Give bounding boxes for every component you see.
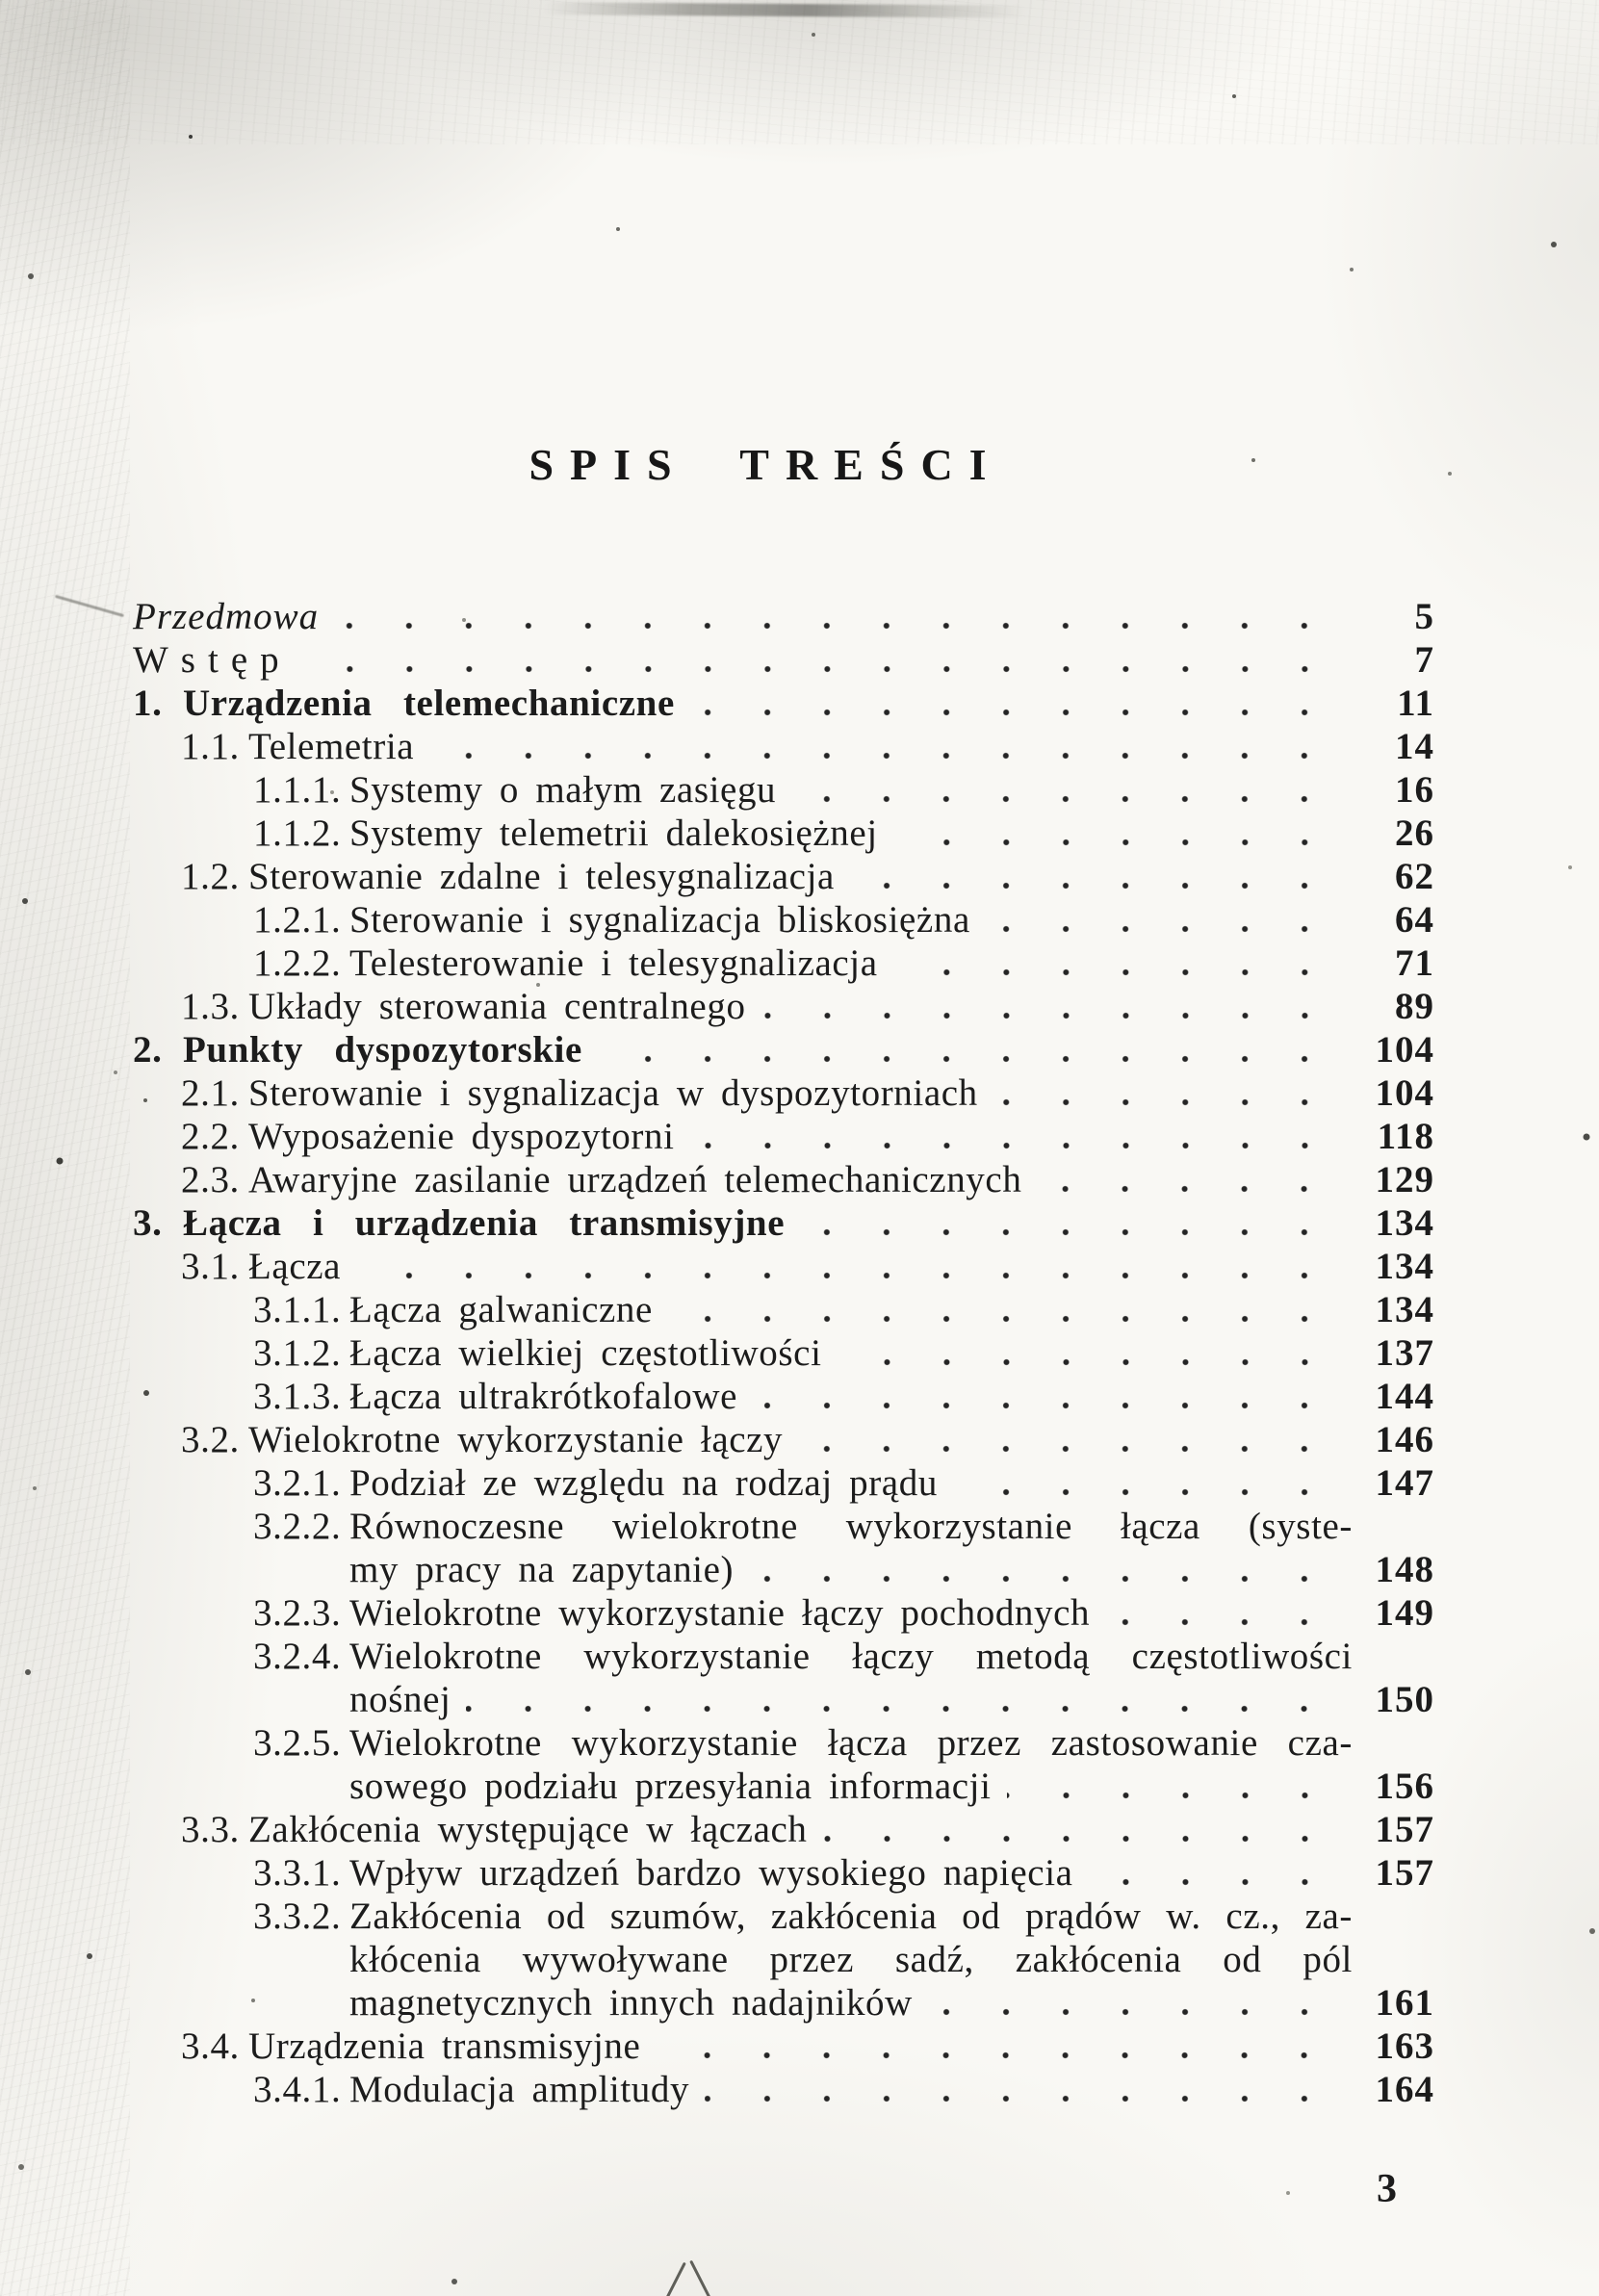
- dot-leader: [800, 1226, 1334, 1238]
- toc-entry-body: [248, 1158, 1434, 1201]
- toc-entry-line: [248, 1158, 1434, 1201]
- dot-leader: [753, 1400, 1334, 1411]
- toc-entry-body: [349, 1721, 1434, 1808]
- toc-entry: [133, 1245, 1434, 1288]
- toc-entry-number: 3.1.2.: [253, 1332, 342, 1374]
- toc-entry-line: [248, 1245, 1434, 1288]
- toc-entry-text: nośnej: [349, 1679, 451, 1720]
- toc-entry-text: Modulacja amplitudy: [349, 2069, 690, 2110]
- toc-entry: [133, 985, 1434, 1028]
- toc-entry-body: [248, 2025, 1434, 2068]
- toc-entry: [133, 768, 1434, 812]
- toc-entry-line: [183, 682, 1434, 725]
- toc-entry-text: Wyposażenie dyspozytorni: [248, 1116, 675, 1157]
- toc-entry-number: 3.: [133, 1202, 163, 1244]
- scan-speckles: [0, 0, 4, 4]
- fold-mark-left: [664, 2262, 686, 2296]
- toc-entry-number: 3.4.1.: [253, 2069, 342, 2110]
- toc-entry-line: [349, 812, 1434, 855]
- toc-page-number: 134: [1375, 1289, 1434, 1330]
- toc-entry-number: 3.3.: [181, 1809, 240, 1850]
- scan-grain-left: [0, 0, 130, 2296]
- toc-entry-body: [248, 1245, 1434, 1288]
- toc-entry-body: [183, 682, 1434, 725]
- toc-entry-text: Zakłócenia od szumów, zakłócenia od prądów w. cz., za-: [349, 1896, 1353, 1937]
- dot-leader: [838, 1356, 1334, 1368]
- toc-entry: [133, 2025, 1434, 2068]
- toc-entry-number: 3.3.2.: [253, 1896, 342, 1937]
- toc-page-number: 163: [1375, 2025, 1434, 2067]
- toc-entry-body: [183, 1201, 1434, 1245]
- toc-page-number: 149: [1375, 1592, 1434, 1634]
- toc-entry-number: 1.1.1.: [253, 769, 342, 811]
- toc-entry-number: 3.2.1.: [253, 1462, 342, 1504]
- dot-leader: [893, 967, 1334, 978]
- toc-entry-text: magnetycznych innych nadajników: [349, 1982, 913, 2024]
- toc-entry: [133, 1721, 1434, 1808]
- toc-entry-text: Wielokrotne wykorzystanie łącza przez zastosowanie cza-: [349, 1722, 1353, 1764]
- toc-entry: [133, 1591, 1434, 1635]
- toc-entry-number: 3.2.3.: [253, 1592, 342, 1634]
- toc-entry-text: Zakłócenia występujące w łączach: [248, 1809, 808, 1850]
- toc-entry-line: [133, 595, 1434, 638]
- dot-leader: [791, 793, 1334, 805]
- toc-page-number: 157: [1375, 1852, 1434, 1894]
- toc-page-number: 146: [1375, 1419, 1434, 1460]
- toc-entry-number: 3.2.2.: [253, 1506, 342, 1547]
- toc-entry-number: 3.1.1.: [253, 1289, 342, 1330]
- toc-entry-line: [248, 1418, 1434, 1461]
- dot-leader: [953, 1486, 1334, 1498]
- toc-entry: [133, 1201, 1434, 1245]
- dot-leader: [761, 1010, 1334, 1021]
- toc-entry-text: Sterowanie zdalne i telesygnalizacja: [248, 856, 835, 897]
- toc-entry-text: Telemetria: [248, 726, 415, 767]
- toc-entry: [133, 1808, 1434, 1851]
- dot-leader: [668, 1313, 1334, 1325]
- toc-page-number: 161: [1375, 1982, 1434, 2024]
- toc-entry: [133, 2068, 1434, 2111]
- toc-entry-text: Urządzenia telemechaniczne: [183, 683, 675, 724]
- toc-entry-line: [248, 855, 1434, 898]
- toc-entry-body: [349, 1461, 1434, 1505]
- toc-entry: [133, 1895, 1434, 2025]
- toc-entry-body: [349, 812, 1434, 855]
- toc-entry-text: Łącza wielkiej częstotliwości: [349, 1332, 822, 1374]
- toc-entry-text: Sterowanie i sygnalizacja bliskosiężna: [349, 899, 970, 941]
- toc-entry-text: Sterowanie i sygnalizacja w dyspozytorniach: [248, 1072, 978, 1114]
- dot-leader: [1105, 1616, 1334, 1628]
- toc-entry-text: Podział ze względu na rodzaj prądu: [349, 1462, 938, 1504]
- fold-mark-right: [689, 2260, 711, 2296]
- toc-entry-body: [349, 1851, 1434, 1895]
- toc-entry-line: [349, 2068, 1434, 2111]
- toc-entry-text: my pracy na zapytanie): [349, 1549, 735, 1590]
- toc-page-number: 137: [1375, 1332, 1434, 1374]
- toc-entry-text: Wstęp: [133, 639, 292, 681]
- toc-page-number: 134: [1375, 1246, 1434, 1287]
- toc-page-number: 26: [1395, 813, 1434, 854]
- toc-entry-text: Wielokrotne wykorzystanie łączy: [248, 1419, 784, 1460]
- toc-entry: [133, 898, 1434, 942]
- toc-entry-body: [248, 1115, 1434, 1158]
- toc-entry-line: [133, 638, 1434, 682]
- toc-entry-body: [349, 942, 1434, 985]
- toc-entry-body: [183, 1028, 1434, 1071]
- dot-leader: [893, 837, 1334, 848]
- toc-entry: [133, 855, 1434, 898]
- toc-entry-text: Wpływ urządzeń bardzo wysokiego napięcia: [349, 1852, 1073, 1894]
- toc-entry-number: 1.1.: [181, 726, 240, 767]
- toc-entry-line: [349, 1678, 1434, 1721]
- toc-entry: [133, 1851, 1434, 1895]
- page-title: SPIS TREŚCI: [529, 440, 1003, 489]
- scan-streak: [544, 2, 1025, 17]
- toc-entry: [133, 1071, 1434, 1115]
- dot-leader: [690, 1140, 1334, 1151]
- toc-entry-line: [248, 1115, 1434, 1158]
- toc-page-number: 118: [1377, 1116, 1434, 1157]
- toc-page-number: 5: [1414, 596, 1434, 637]
- toc-entry-text: Systemy o małym zasięgu: [349, 769, 777, 811]
- toc-entry-line: [248, 2025, 1434, 2068]
- toc-entry-line: [349, 898, 1434, 942]
- toc-entry-line: [248, 725, 1434, 768]
- toc-entry: [133, 1158, 1434, 1201]
- toc-page-number: 134: [1375, 1202, 1434, 1244]
- toc-entry-text: Łącza i urządzenia transmisyjne: [183, 1202, 786, 1244]
- table-of-contents: [133, 595, 1434, 2111]
- toc-entry-line: [349, 1981, 1434, 2025]
- toc-page-number: 104: [1375, 1072, 1434, 1114]
- toc-entry: [133, 682, 1434, 725]
- dot-leader: [334, 620, 1334, 632]
- toc-entry: [133, 942, 1434, 985]
- toc-entry: [133, 1375, 1434, 1418]
- toc-entry-text: Łącza ultrakrótkofalowe: [349, 1376, 738, 1417]
- toc-entry: [133, 725, 1434, 768]
- dot-leader: [850, 880, 1334, 891]
- toc-entry-number: 1.2.2.: [253, 942, 342, 984]
- dot-leader: [993, 1096, 1334, 1108]
- toc-entry-body: [349, 1505, 1434, 1591]
- toc-entry-line: [248, 1071, 1434, 1115]
- toc-page-number: 16: [1395, 769, 1434, 811]
- toc-entry-line: [349, 942, 1434, 985]
- toc-entry-number: 3.2.5.: [253, 1722, 342, 1764]
- dot-leader: [823, 1833, 1335, 1845]
- toc-entry-text: kłócenia wywoływane przez sadź, zakłócenia od pól: [349, 1939, 1353, 1980]
- toc-entry-text: Łącza: [248, 1246, 342, 1287]
- toc-entry-body: [133, 595, 1434, 638]
- toc-entry-text: Punkty dyspozytorskie: [183, 1029, 582, 1071]
- toc-entry-text: Wielokrotne wykorzystanie łączy metodą częstotliwości: [349, 1636, 1353, 1677]
- toc-entry-number: 2.1.: [181, 1072, 240, 1114]
- dot-leader: [1037, 1183, 1334, 1195]
- toc-entry-body: [248, 985, 1434, 1028]
- toc-entry: [133, 812, 1434, 855]
- toc-page-number: 129: [1375, 1159, 1434, 1200]
- toc-entry-body: [349, 2068, 1434, 2111]
- dot-leader: [429, 750, 1334, 761]
- toc-entry: [133, 1505, 1434, 1591]
- toc-entry-body: [248, 725, 1434, 768]
- toc-entry-body: [349, 1288, 1434, 1331]
- toc-page-number: 148: [1375, 1549, 1434, 1590]
- toc-entry-number: 3.3.1.: [253, 1852, 342, 1894]
- toc-entry-body: [248, 1808, 1434, 1851]
- toc-page-number: 71: [1395, 942, 1434, 984]
- dot-leader: [1089, 1876, 1334, 1888]
- dot-leader: [656, 2050, 1334, 2061]
- toc-entry-line: [248, 985, 1434, 1028]
- dot-leader: [705, 2093, 1334, 2104]
- toc-entry-number: 3.2.4.: [253, 1636, 342, 1677]
- toc-entry-text: Wielokrotne wykorzystanie łączy pochodnych: [349, 1592, 1091, 1634]
- toc-entry: [133, 595, 1434, 638]
- toc-page-number: 89: [1395, 986, 1434, 1027]
- toc-entry-line: [349, 1375, 1434, 1418]
- toc-entry-line: [349, 1288, 1434, 1331]
- toc-entry-line: [349, 1548, 1434, 1591]
- toc-entry: [133, 1288, 1434, 1331]
- toc-entry-number: 3.4.: [181, 2025, 240, 2067]
- toc-entry-body: [349, 1591, 1434, 1635]
- dot-leader: [598, 1053, 1334, 1065]
- toc-entry-line: [349, 1461, 1434, 1505]
- toc-entry-body: [349, 898, 1434, 942]
- toc-entry-body: [349, 768, 1434, 812]
- toc-entry-line: [349, 1938, 1434, 1981]
- toc-page-number: 164: [1375, 2069, 1434, 2110]
- toc-entry-body: [349, 1375, 1434, 1418]
- toc-entry-line: [349, 1505, 1434, 1548]
- toc-entry-number: 3.1.3.: [253, 1376, 342, 1417]
- toc-entry-text: Systemy telemetrii dalekosiężnej: [349, 813, 878, 854]
- toc-entry-number: 2.3.: [181, 1159, 240, 1200]
- dot-leader: [928, 2006, 1334, 2018]
- toc-entry-number: 3.1.: [181, 1246, 240, 1287]
- scan-grain-top: [0, 0, 1599, 144]
- toc-entry-number: 3.2.: [181, 1419, 240, 1460]
- dot-leader: [798, 1443, 1334, 1455]
- toc-entry-number: 1.2.1.: [253, 899, 342, 941]
- toc-page-number: 14: [1395, 726, 1434, 767]
- toc-entry-line: [349, 1591, 1434, 1635]
- toc-page-number: 147: [1375, 1462, 1434, 1504]
- toc-entry-text: Telesterowanie i telesygnalizacja: [349, 942, 878, 984]
- toc-page-number: 7: [1414, 639, 1434, 681]
- toc-entry-line: [349, 1635, 1434, 1678]
- toc-entry-body: [248, 1071, 1434, 1115]
- toc-entry-line: [349, 768, 1434, 812]
- toc-entry: [133, 1115, 1434, 1158]
- toc-entry-text: Awaryjne zasilanie urządzeń telemechanicznych: [248, 1159, 1022, 1200]
- toc-page-number: 11: [1397, 683, 1434, 724]
- toc-entry-number: 1.: [133, 683, 163, 724]
- dot-leader: [690, 707, 1334, 718]
- toc-entry-text: Przedmowa: [133, 596, 320, 637]
- toc-entry: [133, 1418, 1434, 1461]
- toc-page-number: 62: [1395, 856, 1434, 897]
- toc-entry: [133, 1635, 1434, 1721]
- toc-entry-body: [349, 1635, 1434, 1721]
- toc-entry-number: 1.3.: [181, 986, 240, 1027]
- dot-leader: [749, 1573, 1334, 1585]
- dot-leader: [1007, 1790, 1334, 1801]
- toc-entry-body: [248, 1418, 1434, 1461]
- toc-entry-line: [248, 1808, 1434, 1851]
- scan-scratch: [55, 595, 124, 617]
- toc-entry-number: 1.1.2.: [253, 813, 342, 854]
- dot-leader: [356, 1270, 1334, 1281]
- toc-entry-line: [183, 1028, 1434, 1071]
- toc-entry-body: [248, 855, 1434, 898]
- toc-entry-number: 1.2.: [181, 856, 240, 897]
- toc-entry-body: [349, 1895, 1434, 2025]
- dot-leader: [307, 663, 1334, 675]
- toc-page-number: 157: [1375, 1809, 1434, 1850]
- toc-page-number: 104: [1375, 1029, 1434, 1071]
- toc-entry-text: sowego podziału przesyłania informacji: [349, 1766, 992, 1807]
- toc-entry-line: [183, 1201, 1434, 1245]
- toc-entry: [133, 1028, 1434, 1071]
- toc-entry-number: 2.2.: [181, 1116, 240, 1157]
- toc-entry: [133, 1331, 1434, 1375]
- toc-page-number: 144: [1375, 1376, 1434, 1417]
- toc-entry-number: 2.: [133, 1029, 163, 1071]
- toc-entry-text: Równoczesne wielokrotne wykorzystanie łącza (syste-: [349, 1506, 1353, 1547]
- toc-entry-line: [349, 1895, 1434, 1938]
- page-number: 3: [1377, 2167, 1397, 2211]
- toc-entry: [133, 1461, 1434, 1505]
- toc-entry-body: [349, 1331, 1434, 1375]
- toc-entry-line: [349, 1851, 1434, 1895]
- toc-entry-text: Układy sterowania centralnego: [248, 986, 746, 1027]
- toc-entry-body: [133, 638, 1434, 682]
- toc-page-number: 156: [1375, 1766, 1434, 1807]
- dot-leader: [466, 1703, 1334, 1715]
- toc-entry-line: [349, 1331, 1434, 1375]
- toc-entry-line: [349, 1721, 1434, 1765]
- toc-page-number: 150: [1375, 1679, 1434, 1720]
- dot-leader: [986, 923, 1334, 935]
- toc-entry-line: [349, 1765, 1434, 1808]
- toc-entry-text: Łącza galwaniczne: [349, 1289, 653, 1330]
- toc-entry: [133, 638, 1434, 682]
- toc-page-number: 64: [1395, 899, 1434, 941]
- toc-entry-text: Urządzenia transmisyjne: [248, 2025, 641, 2067]
